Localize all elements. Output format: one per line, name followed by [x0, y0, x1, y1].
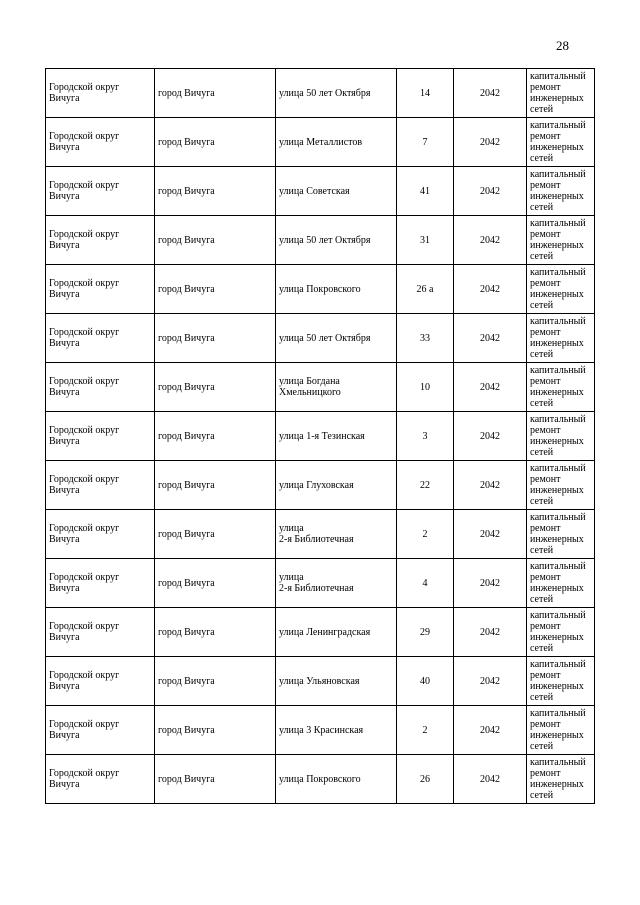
work-type-cell [527, 314, 595, 363]
city-cell-text: город Вичуга [158, 381, 215, 393]
city-cell [155, 608, 276, 657]
year-cell-text: 2042 [480, 234, 500, 246]
year-cell-text: 2042 [480, 136, 500, 148]
house-number-cell [397, 314, 454, 363]
year-cell [454, 510, 527, 559]
city-cell [155, 69, 276, 118]
table-row [46, 118, 595, 167]
work-type-cell [527, 706, 595, 755]
year-cell [454, 412, 527, 461]
street-cell [276, 167, 397, 216]
city-cell-text: город Вичуга [158, 577, 215, 589]
municipality-cell-text: Городской округ Вичуга [49, 180, 120, 202]
work-type-cell-text: капитальный ремонт инженерных сетей [530, 120, 586, 164]
house-number-cell-text: 14 [420, 87, 430, 99]
municipality-cell [46, 608, 155, 657]
municipality-cell [46, 363, 155, 412]
municipality-cell [46, 167, 155, 216]
work-type-cell-text: капитальный ремонт инженерных сетей [530, 365, 586, 409]
year-cell [454, 118, 527, 167]
house-number-cell-text: 29 [420, 626, 430, 638]
street-cell-text: улица Ульяновская [279, 675, 360, 687]
municipality-cell [46, 412, 155, 461]
table-row [46, 265, 595, 314]
table-row [46, 559, 595, 608]
work-type-cell-text: капитальный ремонт инженерных сетей [530, 708, 586, 752]
street-cell [276, 755, 397, 804]
city-cell-text: город Вичуга [158, 283, 215, 295]
municipality-cell-text: Городской округ Вичуга [49, 670, 120, 692]
work-type-cell [527, 167, 595, 216]
municipality-cell-text: Городской округ Вичуга [49, 278, 120, 300]
work-type-cell-text: капитальный ремонт инженерных сетей [530, 757, 586, 801]
city-cell-text: город Вичуга [158, 528, 215, 540]
street-cell [276, 657, 397, 706]
work-type-cell [527, 118, 595, 167]
city-cell-text: город Вичуга [158, 479, 215, 491]
city-cell [155, 216, 276, 265]
work-type-cell [527, 216, 595, 265]
house-number-cell-text: 26 а [416, 283, 434, 295]
municipality-cell-text: Городской округ Вичуга [49, 229, 120, 251]
year-cell [454, 706, 527, 755]
street-cell [276, 461, 397, 510]
city-cell-text: город Вичуга [158, 724, 215, 736]
municipality-cell [46, 706, 155, 755]
work-type-cell-text: капитальный ремонт инженерных сетей [530, 561, 586, 605]
work-type-cell-text: капитальный ремонт инженерных сетей [530, 316, 586, 360]
street-cell-text: улица 3 Красинская [279, 724, 364, 736]
street-cell [276, 608, 397, 657]
street-cell-text: улица 50 лет Октября [279, 87, 371, 99]
year-cell-text: 2042 [480, 185, 500, 197]
table-row [46, 461, 595, 510]
table-row [46, 363, 595, 412]
table-row [46, 706, 595, 755]
house-number-cell-text: 41 [420, 185, 430, 197]
street-cell-text: улица Ленинградская [279, 626, 371, 638]
street-cell [276, 69, 397, 118]
year-cell-text: 2042 [480, 626, 500, 638]
year-cell-text: 2042 [480, 479, 500, 491]
year-cell-text: 2042 [480, 528, 500, 540]
house-number-cell [397, 412, 454, 461]
city-cell-text: город Вичуга [158, 234, 215, 246]
house-number-cell-text: 7 [422, 136, 428, 148]
year-cell [454, 608, 527, 657]
year-cell-text: 2042 [480, 675, 500, 687]
work-type-cell-text: капитальный ремонт инженерных сетей [530, 71, 586, 115]
house-number-cell [397, 363, 454, 412]
work-type-cell [527, 363, 595, 412]
city-cell-text: город Вичуга [158, 675, 215, 687]
street-cell-text: улица 50 лет Октября [279, 234, 371, 246]
year-cell [454, 363, 527, 412]
table-body [46, 69, 595, 804]
house-number-cell-text: 26 [420, 773, 430, 785]
municipality-cell-text: Городской округ Вичуга [49, 719, 120, 741]
housing-repair-table [45, 68, 595, 804]
house-number-cell-text: 2 [422, 724, 428, 736]
year-cell [454, 559, 527, 608]
municipality-cell [46, 657, 155, 706]
municipality-cell [46, 118, 155, 167]
year-cell [454, 755, 527, 804]
city-cell-text: город Вичуга [158, 185, 215, 197]
street-cell-text: улица Советская [279, 185, 350, 197]
year-cell [454, 314, 527, 363]
street-cell [276, 314, 397, 363]
city-cell-text: город Вичуга [158, 430, 215, 442]
work-type-cell [527, 755, 595, 804]
municipality-cell-text: Городской округ Вичуга [49, 425, 120, 447]
city-cell-text: город Вичуга [158, 87, 215, 99]
work-type-cell-text: капитальный ремонт инженерных сетей [530, 218, 586, 262]
street-cell [276, 510, 397, 559]
table-row [46, 69, 595, 118]
work-type-cell [527, 265, 595, 314]
city-cell [155, 412, 276, 461]
house-number-cell [397, 118, 454, 167]
work-type-cell [527, 69, 595, 118]
street-cell [276, 216, 397, 265]
work-type-cell-text: капитальный ремонт инженерных сетей [530, 414, 586, 458]
year-cell [454, 657, 527, 706]
street-cell [276, 363, 397, 412]
street-cell-text: улица 2-я Библиотечная [279, 523, 354, 545]
street-cell [276, 265, 397, 314]
house-number-cell-text: 4 [422, 577, 428, 589]
house-number-cell [397, 657, 454, 706]
city-cell [155, 118, 276, 167]
municipality-cell-text: Городской округ Вичуга [49, 768, 120, 790]
city-cell-text: город Вичуга [158, 773, 215, 785]
table-row [46, 755, 595, 804]
year-cell-text: 2042 [480, 430, 500, 442]
year-cell [454, 216, 527, 265]
work-type-cell [527, 412, 595, 461]
municipality-cell-text: Городской округ Вичуга [49, 474, 120, 496]
city-cell [155, 510, 276, 559]
table-row [46, 167, 595, 216]
work-type-cell-text: капитальный ремонт инженерных сетей [530, 512, 586, 556]
street-cell-text: улица 1-я Тезинская [279, 430, 365, 442]
house-number-cell [397, 559, 454, 608]
year-cell-text: 2042 [480, 724, 500, 736]
street-cell-text: улица Покровского [279, 773, 361, 785]
work-type-cell-text: капитальный ремонт инженерных сетей [530, 169, 586, 213]
table-row [46, 510, 595, 559]
house-number-cell [397, 706, 454, 755]
city-cell [155, 461, 276, 510]
municipality-cell-text: Городской округ Вичуга [49, 572, 120, 594]
house-number-cell [397, 755, 454, 804]
table-row [46, 608, 595, 657]
city-cell [155, 265, 276, 314]
house-number-cell [397, 510, 454, 559]
work-type-cell-text: капитальный ремонт инженерных сетей [530, 610, 586, 654]
house-number-cell [397, 69, 454, 118]
work-type-cell [527, 657, 595, 706]
house-number-cell [397, 167, 454, 216]
work-type-cell [527, 510, 595, 559]
year-cell-text: 2042 [480, 283, 500, 295]
municipality-cell-text: Городской округ Вичуга [49, 621, 120, 643]
house-number-cell-text: 40 [420, 675, 430, 687]
work-type-cell [527, 559, 595, 608]
city-cell [155, 559, 276, 608]
street-cell-text: улица 2-я Библиотечная [279, 572, 354, 594]
city-cell [155, 706, 276, 755]
work-type-cell-text: капитальный ремонт инженерных сетей [530, 463, 586, 507]
city-cell-text: город Вичуга [158, 136, 215, 148]
year-cell-text: 2042 [480, 381, 500, 393]
table-row [46, 412, 595, 461]
city-cell [155, 657, 276, 706]
street-cell-text: улица Богдана Хмельницкого [279, 376, 341, 398]
municipality-cell [46, 510, 155, 559]
street-cell-text: улица Покровского [279, 283, 361, 295]
street-cell [276, 118, 397, 167]
house-number-cell [397, 461, 454, 510]
house-number-cell-text: 33 [420, 332, 430, 344]
work-type-cell [527, 461, 595, 510]
street-cell-text: улица Металлистов [279, 136, 363, 148]
municipality-cell-text: Городской округ Вичуга [49, 523, 120, 545]
municipality-cell [46, 461, 155, 510]
city-cell [155, 314, 276, 363]
table-row [46, 314, 595, 363]
table-row [46, 216, 595, 265]
house-number-cell [397, 265, 454, 314]
city-cell [155, 755, 276, 804]
municipality-cell-text: Городской округ Вичуга [49, 327, 120, 349]
house-number-cell-text: 3 [422, 430, 428, 442]
house-number-cell [397, 608, 454, 657]
year-cell-text: 2042 [480, 773, 500, 785]
work-type-cell-text: капитальный ремонт инженерных сетей [530, 659, 586, 703]
work-type-cell [527, 608, 595, 657]
municipality-cell [46, 216, 155, 265]
street-cell-text: улица 50 лет Октября [279, 332, 371, 344]
year-cell [454, 69, 527, 118]
year-cell-text: 2042 [480, 87, 500, 99]
work-type-cell-text: капитальный ремонт инженерных сетей [530, 267, 586, 311]
house-number-cell-text: 31 [420, 234, 430, 246]
municipality-cell [46, 755, 155, 804]
house-number-cell-text: 2 [422, 528, 428, 540]
municipality-cell [46, 314, 155, 363]
municipality-cell [46, 265, 155, 314]
municipality-cell-text: Городской округ Вичуга [49, 131, 120, 153]
city-cell-text: город Вичуга [158, 332, 215, 344]
year-cell [454, 167, 527, 216]
street-cell [276, 706, 397, 755]
year-cell [454, 265, 527, 314]
house-number-cell-text: 10 [420, 381, 430, 393]
municipality-cell [46, 559, 155, 608]
year-cell [454, 461, 527, 510]
city-cell [155, 167, 276, 216]
street-cell [276, 559, 397, 608]
street-cell [276, 412, 397, 461]
year-cell-text: 2042 [480, 332, 500, 344]
street-cell-text: улица Глуховская [279, 479, 354, 491]
city-cell-text: город Вичуга [158, 626, 215, 638]
year-cell-text: 2042 [480, 577, 500, 589]
table-row [46, 657, 595, 706]
city-cell [155, 363, 276, 412]
municipality-cell-text: Городской округ Вичуга [49, 82, 120, 104]
municipality-cell-text: Городской округ Вичуга [49, 376, 120, 398]
house-number-cell [397, 216, 454, 265]
municipality-cell [46, 69, 155, 118]
house-number-cell-text: 22 [420, 479, 430, 491]
page-number: 28 [556, 38, 569, 53]
